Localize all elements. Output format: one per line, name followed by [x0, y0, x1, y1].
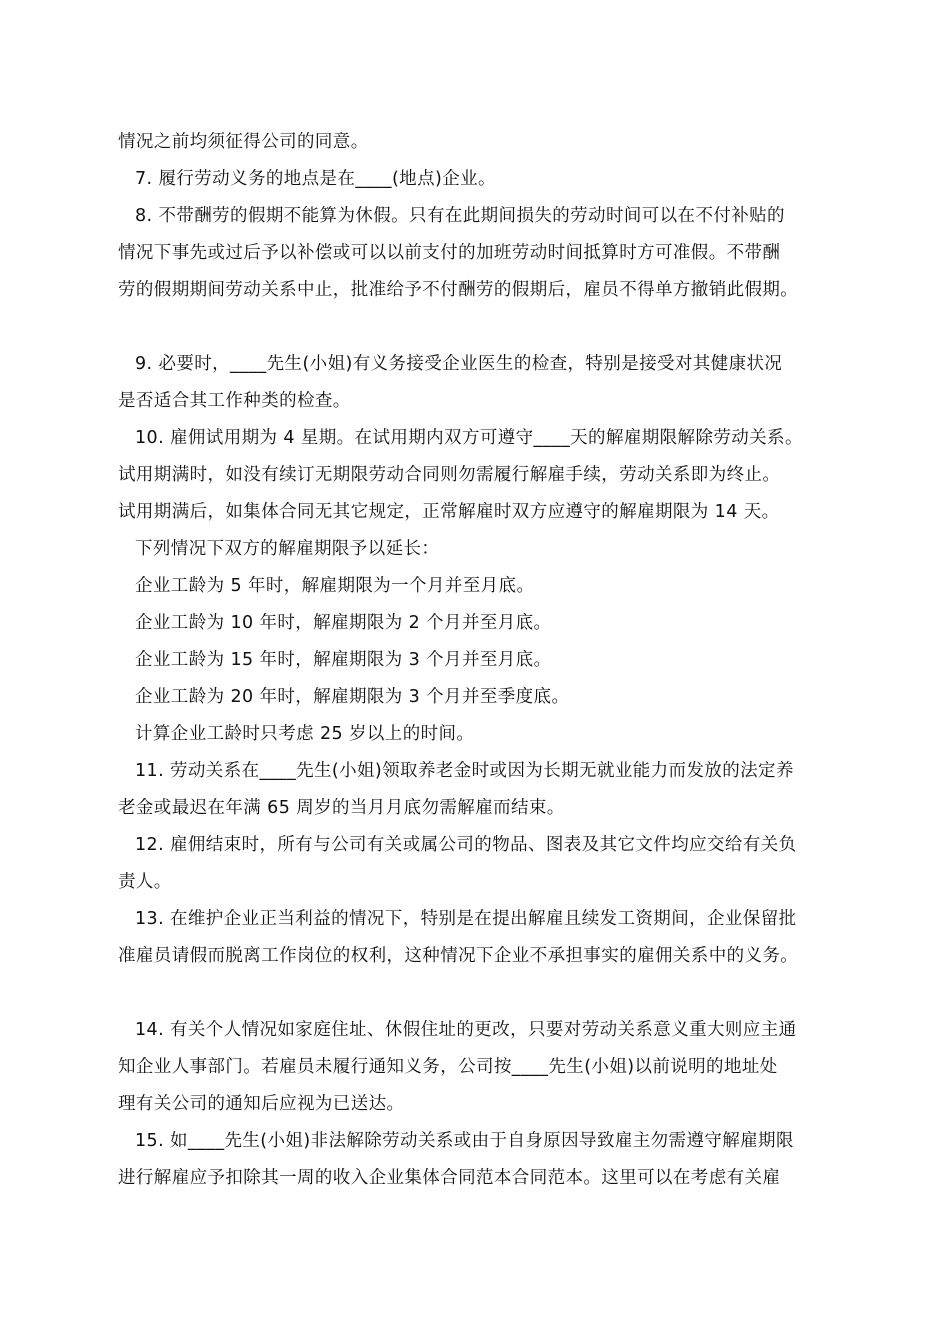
text-line: 下列情况下双方的解雇期限予以延长： — [135, 539, 440, 559]
text-line: 试用期满后，如集体合同无其它规定，正常解雇时双方应遵守的解雇期限为 14 天。 — [118, 502, 780, 522]
clause-8 — [118, 198, 838, 309]
text-line: 老金或最迟在年满 65 周岁的当月月底勿需解雇而结束。 — [118, 798, 565, 818]
extension-item-20-years — [118, 679, 838, 716]
text-line: 9. 必要时，____先生(小姐)有义务接受企业医生的检查，特别是接受对其健康状况 — [135, 354, 783, 374]
seniority-note — [118, 716, 838, 753]
text-line: 知企业人事部门。若雇员未履行通知义务，公司按____先生(小姐)以前说明的地址处 — [118, 1057, 778, 1077]
text-line: 企业工龄为 15 年时，解雇期限为 3 个月并至月底。 — [135, 650, 552, 670]
clause-9 — [118, 346, 838, 420]
text-line: 计算企业工龄时只考虑 25 岁以上的时间。 — [135, 724, 475, 744]
text-line: 13. 在维护企业正当利益的情况下，特别是在提出解雇且续发工资期间，企业保留批 — [135, 909, 797, 929]
clause-10 — [118, 420, 838, 531]
text-line: 7. 履行劳动义务的地点是在____(地点)企业。 — [135, 169, 496, 189]
text-line: 劳的假期期间劳动关系中止，批准给予不付酬劳的假期后，雇员不得单方撤销此假期。 — [118, 280, 799, 300]
paragraph-6-tail — [118, 124, 838, 161]
text-line: 理有关公司的通知后应视为已送达。 — [118, 1094, 405, 1114]
extension-item-15-years — [118, 642, 838, 679]
text-line: 11. 劳动关系在____先生(小姐)领取养老金时或因为长期无就业能力而发放的法定养 — [135, 761, 794, 781]
text-line: 企业工龄为 5 年时，解雇期限为一个月并至月底。 — [135, 576, 535, 596]
text-line: 准雇员请假而脱离工作岗位的权利，这种情况下企业不承担事实的雇佣关系中的义务。 — [118, 946, 799, 966]
clause-13 — [118, 901, 838, 975]
text-line: 12. 雇佣结束时，所有与公司有关或属公司的物品、图表及其它文件均应交给有关负 — [135, 835, 797, 855]
text-line: 责人。 — [118, 872, 172, 892]
clause-12 — [118, 827, 838, 901]
clause-15 — [118, 1123, 838, 1197]
text-line: 15. 如____先生(小姐)非法解除劳动关系或由于自身原因导致雇主勿需遵守解雇期限 — [135, 1131, 794, 1151]
extension-item-10-years — [118, 605, 838, 642]
text-line: 8. 不带酬劳的假期不能算为休假。只有在此期间损失的劳动时间可以在不付补贴的 — [135, 206, 785, 226]
clause-14 — [118, 1012, 838, 1123]
document-body — [118, 124, 838, 1197]
text-line: 情况下事先或过后予以补偿或可以以前支付的加班劳动时间抵算时方可准假。不带酬 — [118, 243, 781, 263]
text-line: 情况之前均须征得公司的同意。 — [118, 132, 369, 152]
text-line: 企业工龄为 20 年时，解雇期限为 3 个月并至季度底。 — [135, 687, 570, 707]
text-line: 进行解雇应予扣除其一周的收入企业集体合同范本合同范本。这里可以在考虑有关雇 — [118, 1168, 781, 1188]
clause-7 — [118, 161, 838, 198]
extension-item-5-years — [118, 568, 838, 605]
text-line: 是否适合其工作种类的检查。 — [118, 391, 351, 411]
extension-intro — [118, 531, 838, 568]
text-line: 企业工龄为 10 年时，解雇期限为 2 个月并至月底。 — [135, 613, 552, 633]
blank-line — [118, 975, 838, 1012]
text-line: 试用期满时，如没有续订无期限劳动合同则勿需履行解雇手续，劳动关系即为终止。 — [118, 465, 781, 485]
text-line: 14. 有关个人情况如家庭住址、休假住址的更改，只要对劳动关系意义重大则应主通 — [135, 1020, 797, 1040]
text-line: 10. 雇佣试用期为 4 星期。在试用期内双方可遵守____天的解雇期限解除劳动关系。 — [135, 428, 803, 448]
blank-line — [118, 309, 838, 346]
clause-11 — [118, 753, 838, 827]
